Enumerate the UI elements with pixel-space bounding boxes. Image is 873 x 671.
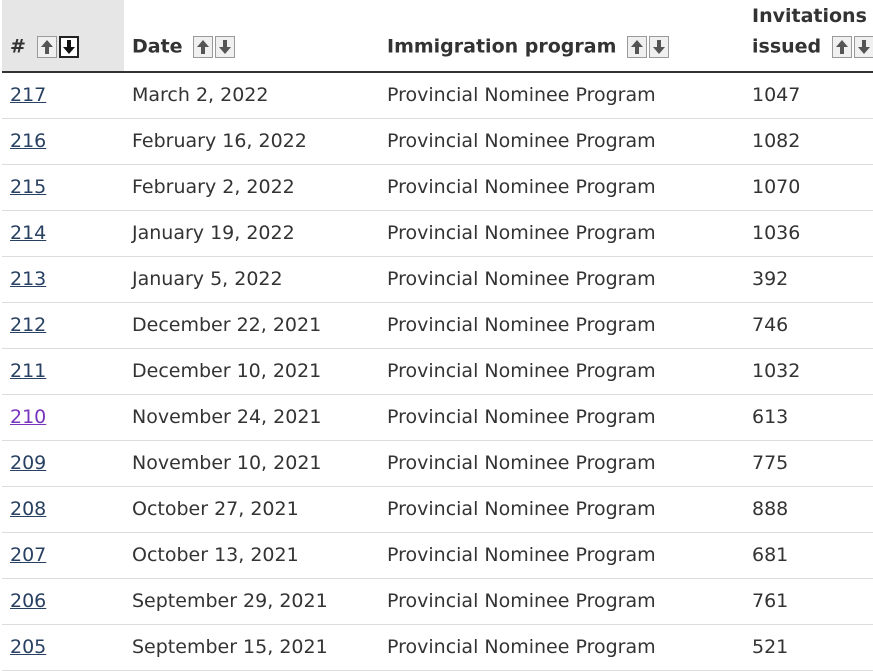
cell-invitations: 1047	[744, 72, 873, 118]
sort-ascending-button[interactable]	[627, 36, 647, 58]
table-body	[2, 72, 873, 670]
table-row	[2, 72, 873, 118]
arrow-down-icon	[218, 39, 232, 55]
draw-number-link[interactable]: 208	[10, 498, 47, 520]
column-header-number	[2, 0, 124, 72]
cell-date: March 2, 2022	[124, 72, 379, 118]
cell-number	[2, 72, 124, 118]
cell-program: Provincial Nominee Program	[379, 486, 744, 532]
cell-number	[2, 440, 124, 486]
cell-invitations: 681	[744, 532, 873, 578]
cell-program: Provincial Nominee Program	[379, 210, 744, 256]
cell-program: Provincial Nominee Program	[379, 348, 744, 394]
cell-number	[2, 256, 124, 302]
arrow-down-icon	[652, 39, 666, 55]
cell-invitations: 775	[744, 440, 873, 486]
cell-invitations: 1036	[744, 210, 873, 256]
cell-program: Provincial Nominee Program	[379, 624, 744, 670]
column-header-invitations-label-line1: Invitations	[752, 4, 867, 27]
cell-number	[2, 348, 124, 394]
cell-program: Provincial Nominee Program	[379, 256, 744, 302]
column-header-invitations	[744, 0, 873, 72]
cell-date: December 22, 2021	[124, 302, 379, 348]
invitation-rounds-table	[2, 0, 873, 671]
cell-invitations: 746	[744, 302, 873, 348]
cell-number	[2, 164, 124, 210]
draw-number-link[interactable]: 217	[10, 84, 47, 107]
table-row	[2, 486, 873, 532]
draw-number-link[interactable]: 214	[10, 222, 47, 244]
sort-ascending-button[interactable]	[193, 36, 213, 58]
cell-invitations: 761	[744, 578, 873, 624]
arrow-up-icon	[630, 39, 644, 55]
table-row	[2, 624, 873, 670]
cell-number	[2, 302, 124, 348]
cell-invitations: 888	[744, 486, 873, 532]
cell-program: Provincial Nominee Program	[379, 118, 744, 164]
cell-number	[2, 578, 124, 624]
cell-number	[2, 210, 124, 256]
sort-descending-button[interactable]	[854, 36, 873, 58]
cell-date: February 2, 2022	[124, 164, 379, 210]
sort-descending-button[interactable]	[215, 36, 235, 58]
cell-number	[2, 394, 124, 440]
arrow-up-icon	[40, 39, 54, 55]
cell-invitations: 1070	[744, 164, 873, 210]
cell-date: November 10, 2021	[124, 440, 379, 486]
cell-date: February 16, 2022	[124, 118, 379, 164]
draw-number-link[interactable]: 209	[10, 452, 47, 474]
arrow-up-icon	[196, 39, 210, 55]
draw-number-link[interactable]: 216	[10, 130, 47, 152]
cell-program: Provincial Nominee Program	[379, 164, 744, 210]
draw-number-link[interactable]: 207	[10, 544, 47, 566]
cell-program: Provincial Nominee Program	[379, 532, 744, 578]
cell-number	[2, 624, 124, 670]
column-header-program-label: Immigration program	[387, 35, 617, 57]
cell-invitations: 521	[744, 624, 873, 670]
cell-program: Provincial Nominee Program	[379, 394, 744, 440]
draw-number-link[interactable]: 206	[10, 590, 47, 612]
cell-date: November 24, 2021	[124, 394, 379, 440]
cell-number	[2, 532, 124, 578]
sort-descending-button[interactable]	[649, 36, 669, 58]
cell-invitations: 392	[744, 256, 873, 302]
cell-date: October 27, 2021	[124, 486, 379, 532]
table-row	[2, 302, 873, 348]
table-row	[2, 440, 873, 486]
table-header-row	[2, 0, 873, 72]
column-header-program	[379, 0, 744, 72]
cell-date: January 5, 2022	[124, 256, 379, 302]
table-row	[2, 578, 873, 624]
cell-invitations: 613	[744, 394, 873, 440]
draw-number-link[interactable]: 215	[10, 176, 47, 198]
arrow-down-icon	[857, 39, 871, 55]
column-header-date	[124, 0, 379, 72]
sort-ascending-button[interactable]	[37, 36, 57, 58]
table-row	[2, 256, 873, 302]
cell-invitations: 1082	[744, 118, 873, 164]
cell-date: September 15, 2021	[124, 624, 379, 670]
draw-number-link[interactable]: 213	[10, 268, 47, 290]
cell-program: Provincial Nominee Program	[379, 440, 744, 486]
column-header-invitations-label-line2: issued	[752, 35, 822, 57]
table-row	[2, 532, 873, 578]
cell-invitations: 1032	[744, 348, 873, 394]
cell-date: October 13, 2021	[124, 532, 379, 578]
sort-ascending-button[interactable]	[832, 36, 852, 58]
draw-number-link[interactable]: 211	[10, 360, 47, 382]
cell-date: September 29, 2021	[124, 578, 379, 624]
table-row	[2, 118, 873, 164]
column-header-date-label: Date	[132, 35, 183, 57]
column-header-number-label: #	[10, 35, 26, 57]
draw-number-link[interactable]: 210	[10, 406, 47, 428]
cell-number	[2, 486, 124, 532]
cell-program: Provincial Nominee Program	[379, 302, 744, 348]
cell-program: Provincial Nominee Program	[379, 72, 744, 118]
table-row	[2, 348, 873, 394]
cell-number	[2, 118, 124, 164]
table-row	[2, 394, 873, 440]
draw-number-link[interactable]: 205	[10, 636, 47, 658]
cell-date: January 19, 2022	[124, 210, 379, 256]
cell-date: December 10, 2021	[124, 348, 379, 394]
table-row	[2, 210, 873, 256]
cell-program: Provincial Nominee Program	[379, 578, 744, 624]
table-row	[2, 164, 873, 210]
arrow-up-icon	[835, 39, 849, 55]
sort-descending-button[interactable]	[59, 36, 79, 58]
arrow-down-icon	[62, 39, 76, 55]
draw-number-link[interactable]: 212	[10, 314, 47, 336]
